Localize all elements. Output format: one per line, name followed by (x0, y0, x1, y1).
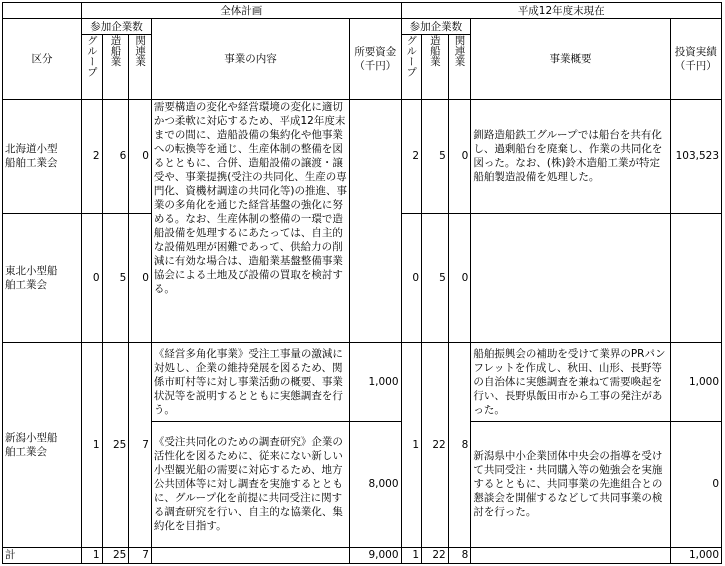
overall-plan-header: 全体計画 (82, 3, 401, 19)
status-related-count: 8 (448, 343, 471, 548)
group-count: 2 (82, 100, 103, 213)
ship-count: 25 (102, 343, 129, 548)
project-content-header: 事業の内容 (151, 19, 349, 100)
funds-required-header: 所要資金 （千円） (350, 19, 401, 100)
total-ship: 25 (102, 547, 129, 563)
status-related-count: 0 (448, 213, 471, 343)
total-investment: 1,000 (670, 547, 721, 563)
total-group: 1 (82, 547, 103, 563)
status-ship-count: 22 (422, 343, 449, 548)
project-content-a: 《経営多角化事業》受注工事量の激減に対処し、企業の維持発展を図るため、関係市町村等に対し事業活動の概要、事業状況等を説明するとともに実態調査を行う。 (151, 343, 349, 422)
category-header: 区分 (3, 19, 82, 100)
shared-project-content: 需要構造の変化や経営環境の変化に適切かつ柔軟に対応するため、平成12年度末までの間に、造船設備の集約化や他事業への転換等を通じ、生産体制の整備を図るとともに、合併、造船設備の譲渡・譲受や、事業提携(受注の共同化、生産の専門化、資機材調達の共同化等)の推進、事業の多角化を通じた経営基盤の強化に努める。なお、生産体制の整備の一環で造船設備を処理するにあたっては、自主的な設備処理が困難であって、供給力の削減に有効な場合は、造船業基盤整備事業協会による土地及び設備の買取を検討する。 (151, 100, 349, 343)
group-header-2: グループ (405, 35, 418, 78)
investment-b: 0 (670, 422, 721, 548)
investment-a: 1,000 (670, 343, 721, 422)
total-label: 計 (3, 547, 82, 563)
funds-a: 1,000 (350, 343, 401, 422)
status-ship-count: 5 (422, 213, 449, 343)
project-summary-b: 新潟県中小企業団体中央会の指導を受けて共同受注・共同購入等の勉強会を実施するとともに、共同事業の先進組合との懇談会を開催するなどして共同事業の検討を行った。 (471, 422, 670, 548)
row-name: 東北小型船 舶工業会 (3, 213, 82, 343)
project-content-b: 《受注共同化のための調査研究》企業の活性化を図るために、従来にない新しい小型観光船の需要に対応するため、地方公共団体等に対し調査を実施するとともに、グループ化を前提に共同受注に関する調査研究を行い、自主的な協業化、集約化を目指す。 (151, 422, 349, 548)
investment-value: 103,523 (670, 100, 721, 213)
shipbuilding-header: 造船業 (109, 35, 122, 67)
participants-header-2: 参加企業数 (401, 19, 471, 35)
investment-value (670, 213, 721, 343)
status-group-count: 0 (401, 213, 422, 343)
group-header: グループ (85, 35, 98, 78)
header-row-1 (3, 3, 722, 19)
current-status-header: 平成12年度末現在 (401, 3, 721, 19)
status-related-count: 0 (448, 100, 471, 213)
table-row (3, 100, 722, 213)
row-name: 新潟小型船 舶工業会 (3, 343, 82, 548)
project-summary (471, 213, 670, 343)
funds-b: 8,000 (350, 422, 401, 548)
total-related: 7 (129, 547, 152, 563)
investment-actual-header: 投資実績 （千円） (670, 19, 721, 100)
status-ship-count: 5 (422, 100, 449, 213)
total-status-ship: 22 (422, 547, 449, 563)
project-summary-a: 船舶振興会の補助を受けて業界のPRパンフレットを作成し、秋田、山形、長野等の自治体に実態調査を兼ねて需要喚起を行い、長野県飯田市から工事の発注があった。 (471, 343, 670, 422)
related-header: 関連業 (134, 35, 147, 67)
ship-count: 6 (102, 100, 129, 213)
plan-table (2, 2, 722, 564)
project-summary-header: 事業概要 (471, 19, 670, 100)
group-count: 1 (82, 343, 103, 548)
related-header-2: 関連業 (453, 35, 466, 67)
total-row (3, 547, 722, 563)
related-count: 0 (129, 213, 152, 343)
total-status-related: 8 (448, 547, 471, 563)
ship-count: 5 (102, 213, 129, 343)
project-summary: 釧路造船鉄工グループでは船台を共有化し、過剰船台を廃棄し、作業の共同化を図った。なお、(株)鈴木造船工業が特定船舶製造設備を処理した。 (471, 100, 670, 213)
status-group-count: 1 (401, 343, 422, 548)
header-row-2 (3, 19, 722, 35)
table-row (3, 343, 722, 422)
status-group-count: 2 (401, 100, 422, 213)
participants-header: 参加企業数 (82, 19, 152, 35)
row-name: 北海道小型 船舶工業会 (3, 100, 82, 213)
related-count: 7 (129, 343, 152, 548)
total-funds: 9,000 (350, 547, 401, 563)
group-count: 0 (82, 213, 103, 343)
shipbuilding-header-2: 造船業 (428, 35, 441, 67)
related-count: 0 (129, 100, 152, 213)
total-status-group: 1 (401, 547, 422, 563)
